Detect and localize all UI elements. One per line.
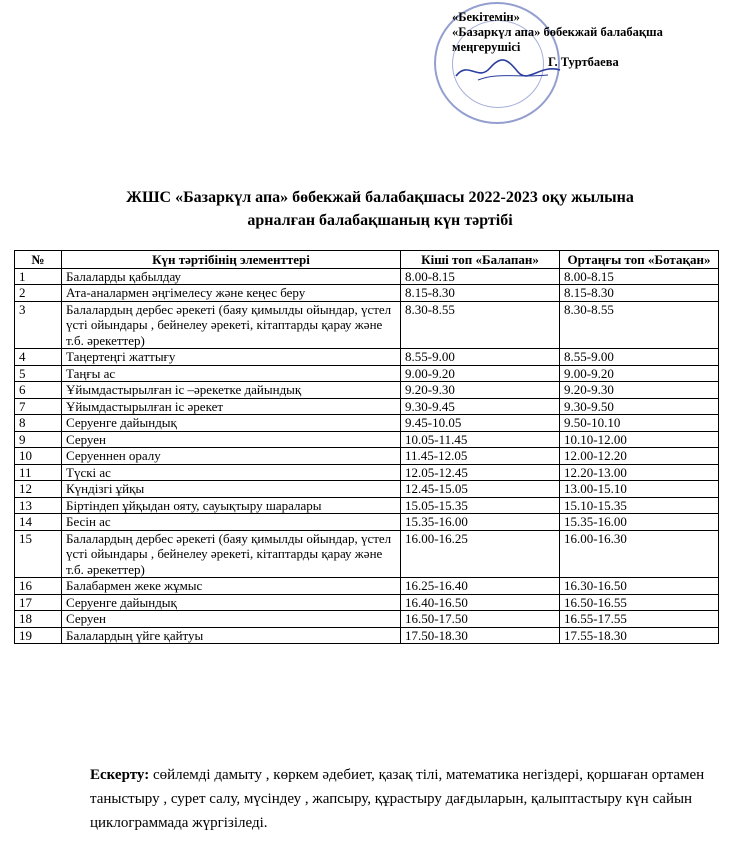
header-middle-group: Ортаңғы топ «Ботақан» bbox=[560, 251, 719, 269]
row-junior-time: 9.45-10.05 bbox=[401, 415, 560, 432]
row-number: 18 bbox=[15, 611, 62, 628]
row-junior-time: 12.45-15.05 bbox=[401, 481, 560, 498]
table-row bbox=[15, 497, 719, 514]
table-row bbox=[15, 285, 719, 302]
row-number: 8 bbox=[15, 415, 62, 432]
approve-line-3: меңгерушісі bbox=[452, 40, 521, 54]
row-middle-time: 16.55-17.55 bbox=[560, 611, 719, 628]
table-row bbox=[15, 349, 719, 366]
table-row bbox=[15, 594, 719, 611]
approve-line-4: Г. Туртбаева bbox=[548, 55, 619, 69]
table-row bbox=[15, 398, 719, 415]
row-middle-time: 17.55-18.30 bbox=[560, 627, 719, 644]
row-element: Бесін ас bbox=[62, 514, 401, 531]
row-number: 17 bbox=[15, 594, 62, 611]
row-junior-time: 11.45-12.05 bbox=[401, 448, 560, 465]
table-row bbox=[15, 627, 719, 644]
row-junior-time: 15.35-16.00 bbox=[401, 514, 560, 531]
table-row bbox=[15, 415, 719, 432]
row-middle-time: 16.00-16.30 bbox=[560, 530, 719, 578]
approve-line-1: «Бекітемін» bbox=[452, 10, 520, 24]
row-middle-time: 8.55-9.00 bbox=[560, 349, 719, 366]
row-junior-time: 8.55-9.00 bbox=[401, 349, 560, 366]
schedule-table bbox=[14, 250, 719, 644]
row-element: Балабармен жеке жұмыс bbox=[62, 578, 401, 595]
row-junior-time: 17.50-18.30 bbox=[401, 627, 560, 644]
header-number: № bbox=[15, 251, 62, 269]
title-line-1: ЖШС «Базаркүл апа» бөбекжай балабақшасы 2022-2023 оқу жылына bbox=[126, 189, 634, 206]
row-junior-time: 16.40-16.50 bbox=[401, 594, 560, 611]
table-row bbox=[15, 481, 719, 498]
header-element: Күн тәртібінің элементтері bbox=[62, 251, 401, 269]
document-title bbox=[60, 186, 700, 232]
table-row bbox=[15, 301, 719, 349]
row-element: Балаларды қабылдау bbox=[62, 268, 401, 285]
row-middle-time: 8.00-8.15 bbox=[560, 268, 719, 285]
row-number: 9 bbox=[15, 431, 62, 448]
row-number: 13 bbox=[15, 497, 62, 514]
row-number: 5 bbox=[15, 365, 62, 382]
table-row bbox=[15, 611, 719, 628]
row-number: 16 bbox=[15, 578, 62, 595]
row-number: 1 bbox=[15, 268, 62, 285]
title-line-2: арналған балабақшаның күн тәртібі bbox=[247, 212, 513, 229]
row-middle-time: 8.15-8.30 bbox=[560, 285, 719, 302]
row-junior-time: 15.05-15.35 bbox=[401, 497, 560, 514]
approve-line-2: «Базаркүл апа» бөбекжай балабақша bbox=[452, 25, 663, 39]
approval-text bbox=[452, 10, 663, 70]
table-row bbox=[15, 431, 719, 448]
header-row bbox=[15, 251, 719, 269]
row-number: 10 bbox=[15, 448, 62, 465]
row-element: Күндізгі ұйқы bbox=[62, 481, 401, 498]
row-element: Серуеннен оралу bbox=[62, 448, 401, 465]
row-junior-time: 9.00-9.20 bbox=[401, 365, 560, 382]
header-junior-group: Кіші топ «Балапан» bbox=[401, 251, 560, 269]
approval-stamp bbox=[430, 2, 730, 127]
row-middle-time: 9.50-10.10 bbox=[560, 415, 719, 432]
row-number: 14 bbox=[15, 514, 62, 531]
row-number: 15 bbox=[15, 530, 62, 578]
row-element: Таңертеңгі жаттығу bbox=[62, 349, 401, 366]
row-element: Ата-аналармен әңгімелесу және кеңес беру bbox=[62, 285, 401, 302]
table-row bbox=[15, 365, 719, 382]
row-element: Серуен bbox=[62, 611, 401, 628]
row-element: Серуенге дайындық bbox=[62, 594, 401, 611]
row-number: 11 bbox=[15, 464, 62, 481]
row-middle-time: 16.30-16.50 bbox=[560, 578, 719, 595]
row-middle-time: 9.00-9.20 bbox=[560, 365, 719, 382]
row-middle-time: 8.30-8.55 bbox=[560, 301, 719, 349]
note bbox=[90, 763, 720, 835]
row-middle-time: 15.10-15.35 bbox=[560, 497, 719, 514]
row-junior-time: 8.15-8.30 bbox=[401, 285, 560, 302]
row-number: 4 bbox=[15, 349, 62, 366]
row-middle-time: 15.35-16.00 bbox=[560, 514, 719, 531]
row-element: Таңғы ас bbox=[62, 365, 401, 382]
row-element: Балалардың дербес әрекеті (баяу қимылды ойындар, үстел үсті ойындары , бейнелеу әрекеті, кітаптарды қарау және т.б. әрекеттер) bbox=[62, 301, 401, 349]
row-middle-time: 16.50-16.55 bbox=[560, 594, 719, 611]
row-middle-time: 10.10-12.00 bbox=[560, 431, 719, 448]
row-middle-time: 13.00-15.10 bbox=[560, 481, 719, 498]
table-row bbox=[15, 514, 719, 531]
row-junior-time: 16.25-16.40 bbox=[401, 578, 560, 595]
row-junior-time: 8.00-8.15 bbox=[401, 268, 560, 285]
row-element: Балалардың үйге қайтуы bbox=[62, 627, 401, 644]
table-row bbox=[15, 464, 719, 481]
row-number: 3 bbox=[15, 301, 62, 349]
row-junior-time: 12.05-12.45 bbox=[401, 464, 560, 481]
row-junior-time: 9.30-9.45 bbox=[401, 398, 560, 415]
row-element: Серуенге дайындық bbox=[62, 415, 401, 432]
row-element: Ұйымдастырылған іс әрекет bbox=[62, 398, 401, 415]
row-middle-time: 12.00-12.20 bbox=[560, 448, 719, 465]
row-element: Біртіндеп ұйқыдан ояту, сауықтыру шаралары bbox=[62, 497, 401, 514]
row-junior-time: 16.00-16.25 bbox=[401, 530, 560, 578]
row-junior-time: 8.30-8.55 bbox=[401, 301, 560, 349]
table-row bbox=[15, 530, 719, 578]
table-row bbox=[15, 268, 719, 285]
row-middle-time: 9.30-9.50 bbox=[560, 398, 719, 415]
row-junior-time: 16.50-17.50 bbox=[401, 611, 560, 628]
row-junior-time: 10.05-11.45 bbox=[401, 431, 560, 448]
row-number: 19 bbox=[15, 627, 62, 644]
row-number: 7 bbox=[15, 398, 62, 415]
row-junior-time: 9.20-9.30 bbox=[401, 382, 560, 399]
row-element: Балалардың дербес әрекеті (баяу қимылды ойындар, үстел үсті ойындары , бейнелеу әрекеті, кітаптарды қарау және т.б. әрекеттер) bbox=[62, 530, 401, 578]
row-number: 6 bbox=[15, 382, 62, 399]
row-number: 2 bbox=[15, 285, 62, 302]
row-middle-time: 9.20-9.30 bbox=[560, 382, 719, 399]
row-element: Серуен bbox=[62, 431, 401, 448]
row-number: 12 bbox=[15, 481, 62, 498]
table-row bbox=[15, 448, 719, 465]
note-text: сөйлемді дамыту , көркем әдебиет, қазақ тілі, математика негіздері, қоршаған ортамен таныстыру , сурет салу, мүсіндеу , жапсыру, құрастыру дағдыларын, қалыптастыру күн сайын циклограммада жүргізіледі. bbox=[90, 767, 705, 831]
table-row bbox=[15, 382, 719, 399]
row-element: Түскі ас bbox=[62, 464, 401, 481]
table-row bbox=[15, 578, 719, 595]
row-middle-time: 12.20-13.00 bbox=[560, 464, 719, 481]
row-element: Ұйымдастырылған іс –әрекетке дайындық bbox=[62, 382, 401, 399]
note-label: Ескерту: bbox=[90, 767, 150, 783]
